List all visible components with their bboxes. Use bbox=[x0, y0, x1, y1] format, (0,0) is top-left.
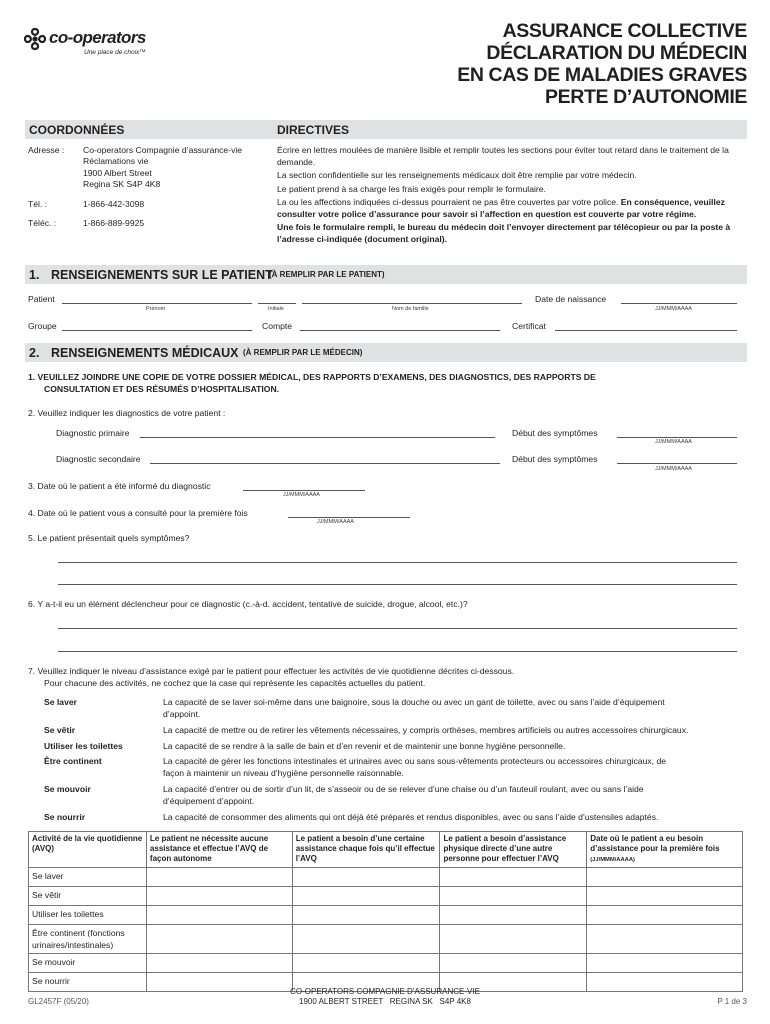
adl-description-continued: d’appoint. bbox=[163, 709, 201, 719]
symptoms-line-1[interactable] bbox=[58, 562, 737, 563]
checkbox-cell[interactable] bbox=[440, 868, 587, 887]
checkbox-cell[interactable] bbox=[146, 906, 292, 925]
adl-term: Se mouvoir bbox=[44, 784, 91, 794]
section1-title: RENSEIGNEMENTS SUR LE PATIENT bbox=[51, 268, 273, 282]
column-header-text: Date où le patient a eu besoin d’assistance pour la première fois bbox=[590, 834, 720, 853]
section2-number: 2. bbox=[29, 346, 40, 360]
section1-number: 1. bbox=[29, 268, 40, 282]
title-line: ASSURANCE COLLECTIVE bbox=[502, 20, 747, 42]
directive-text: La ou les affections indiquées ci-dessus pourraient ne pas être couvertes par votre police. bbox=[277, 197, 621, 208]
onset-secondary-hint: JJ/MMM/AAAA bbox=[655, 466, 692, 472]
address-line: Regina SK S4P 4K8 bbox=[83, 179, 161, 190]
title-line: DÉCLARATION DU MÉDECIN bbox=[486, 42, 747, 64]
adl-term: Se vêtir bbox=[44, 725, 76, 735]
diagnosis-date-field[interactable] bbox=[243, 490, 365, 491]
checkbox-cell[interactable] bbox=[146, 954, 292, 973]
tel-number[interactable]: 1-866-442-3098 bbox=[83, 199, 145, 209]
dob-field[interactable] bbox=[621, 303, 737, 304]
onset-label-primary: Début des symptômes bbox=[512, 428, 598, 438]
checkbox-cell[interactable] bbox=[146, 887, 292, 906]
directive-paragraph: Une fois le formulaire rempli, le bureau du médecin doit l’envoyer directement par télécopieur ou par la poste à l’adresse ci-indiquée (document original). bbox=[277, 222, 731, 244]
onset-primary-field[interactable] bbox=[617, 437, 737, 438]
trigger-line-1[interactable] bbox=[58, 628, 737, 629]
directive-paragraph bbox=[277, 197, 742, 220]
date-cell[interactable] bbox=[587, 925, 743, 954]
address-line: Co-operators Compagnie d’assurance-vie bbox=[83, 145, 243, 155]
onset-label-secondary: Début des symptômes bbox=[512, 454, 598, 464]
dob-label: Date de naissance bbox=[535, 294, 607, 304]
checkbox-cell[interactable] bbox=[440, 954, 587, 973]
company-logo bbox=[22, 26, 192, 62]
question-4: 4. Date où le patient vous a consulté pour la première fois bbox=[28, 508, 248, 518]
checkbox-cell[interactable] bbox=[292, 925, 440, 954]
tel-label: Tél. : bbox=[28, 199, 48, 209]
title-line: EN CAS DE MALADIES GRAVES bbox=[457, 64, 747, 86]
directives-block bbox=[277, 145, 742, 246]
co-operators-logo-icon bbox=[22, 26, 48, 52]
checkbox-cell[interactable] bbox=[292, 868, 440, 887]
directive-paragraph: La section confidentielle sur les renseignements médicaux doit être remplie par votre médecin. bbox=[277, 169, 637, 180]
symptoms-line-2[interactable] bbox=[58, 584, 737, 585]
question-7-instructions: Pour chacune des activités, ne cochez que la case qui représente les capacités actuelles du patient. bbox=[44, 678, 426, 688]
certificate-label: Certificat bbox=[512, 321, 546, 331]
section2-subtitle: (À REMPLIR PAR LE MÉDECIN) bbox=[243, 348, 363, 357]
address-label: Adresse : bbox=[28, 145, 65, 155]
trigger-line-2[interactable] bbox=[58, 651, 737, 652]
checkbox-cell[interactable] bbox=[292, 954, 440, 973]
section1-header-bar bbox=[25, 265, 747, 284]
secondary-diagnosis-field[interactable] bbox=[150, 463, 500, 464]
adl-description: La capacité de se rendre à la salle de bain et d’en revenir et de maintenir une bonne hygiène personnelle. bbox=[163, 741, 566, 751]
checkbox-cell[interactable] bbox=[440, 887, 587, 906]
adl-term: Utiliser les toilettes bbox=[44, 741, 123, 751]
first-name-field[interactable] bbox=[62, 303, 252, 304]
row-label: Se laver bbox=[29, 868, 147, 887]
account-label: Compte bbox=[262, 321, 293, 331]
adl-description: La capacité de mettre ou de retirer les vêtements nécessaires, y compris orthèses, membres artificiels ou autres accessoires chirurgicaux. bbox=[163, 725, 689, 735]
row-label: Se mouvoir bbox=[29, 954, 147, 973]
page-number: P 1 de 3 bbox=[717, 997, 747, 1006]
adl-description-continued: d’équipement d’appoint. bbox=[163, 796, 255, 806]
initial-field[interactable] bbox=[258, 303, 296, 304]
directive-bold-text: En conséquence, veuillez consulter votre police d’assurance pour savoir si l’affection en question est couverte par votre régime. bbox=[277, 197, 725, 219]
checkbox-cell[interactable] bbox=[292, 906, 440, 925]
table-header-row bbox=[29, 832, 743, 868]
question-3: 3. Date où le patient a été informé du diagnostic bbox=[28, 481, 211, 491]
directives-heading: DIRECTIVES bbox=[277, 123, 350, 137]
section2-title: RENSEIGNEMENTS MÉDICAUX bbox=[51, 346, 239, 360]
directive-paragraph: Le patient prend à sa charge les frais exigés pour remplir le formulaire. bbox=[277, 183, 546, 194]
patient-label: Patient bbox=[28, 294, 55, 304]
column-header: Le patient a besoin d’assistance physique directe d’une autre personne pour effectuer l’AVQ bbox=[440, 832, 587, 868]
account-field[interactable] bbox=[300, 330, 500, 331]
section1-subtitle: (À REMPLIR PAR LE PATIENT) bbox=[269, 270, 385, 279]
table-row bbox=[29, 906, 743, 925]
question-1-continued: CONSULTATION ET DES RÉSUMÉS D’HOSPITALISATION. bbox=[44, 384, 280, 394]
coordonnees-heading: COORDONNÉES bbox=[29, 123, 125, 137]
row-label: Être continent (fonctions urinaires/intestinales) bbox=[29, 925, 147, 954]
adl-term: Se nourrir bbox=[44, 812, 86, 822]
first-consult-field[interactable] bbox=[288, 517, 410, 518]
last-name-field[interactable] bbox=[302, 303, 522, 304]
fax-label: Téléc. : bbox=[28, 218, 57, 228]
group-label: Groupe bbox=[28, 321, 57, 331]
primary-diagnosis-field[interactable] bbox=[140, 437, 495, 438]
adl-description: La capacité de consommer des aliments qui ont déjà été préparés et rendus disponibles, avec ou sans l’aide d’ustensiles adaptés. bbox=[163, 812, 659, 822]
date-cell[interactable] bbox=[587, 868, 743, 887]
secondary-diagnosis-label: Diagnostic secondaire bbox=[56, 454, 141, 464]
initial-hint: Initiale bbox=[268, 306, 284, 312]
address-line: Réclamations vie bbox=[83, 156, 149, 167]
title-line: PERTE D’AUTONOMIE bbox=[545, 86, 747, 108]
row-label: Se nourrir bbox=[29, 973, 147, 992]
row-label: Se vêtir bbox=[29, 887, 147, 906]
checkbox-cell[interactable] bbox=[440, 906, 587, 925]
first-consult-hint: JJ/MMM/AAAA bbox=[317, 519, 354, 525]
address-line: 1900 Albert Street bbox=[83, 167, 152, 178]
directive-paragraph: Écrire en lettres moulées de manière lisible et remplir toutes les sections pour éviter tout retard dans le traitement de la demande. bbox=[277, 145, 729, 167]
column-header: Activité de la vie quotidienne (AVQ) bbox=[29, 832, 147, 868]
table-row bbox=[29, 954, 743, 973]
adl-description-continued: façon à maintenir un niveau d’hygiène personnelle raisonnable. bbox=[163, 768, 404, 778]
question-2: 2. Veuillez indiquer les diagnostics de votre patient : bbox=[28, 408, 226, 418]
onset-primary-hint: JJ/MMM/AAAA bbox=[655, 439, 692, 445]
question-6: 6. Y a-t-il eu un élément déclencheur pour ce diagnostic (c.-à-d. accident, tentative de suicide, drogue, alcool, etc.)? bbox=[28, 599, 468, 609]
section2-header-bar bbox=[25, 343, 747, 362]
column-header-hint: (JJ/MMM/AAAA) bbox=[590, 857, 635, 863]
checkbox-cell[interactable] bbox=[146, 868, 292, 887]
address-block bbox=[83, 145, 242, 191]
checkbox-cell[interactable] bbox=[146, 925, 292, 954]
first-name-hint: Prénom bbox=[146, 306, 166, 312]
dob-hint: JJ/MMM/AAAA bbox=[655, 306, 692, 312]
table-row bbox=[29, 868, 743, 887]
adl-term: Se laver bbox=[44, 697, 77, 707]
onset-secondary-field[interactable] bbox=[617, 463, 737, 464]
date-cell[interactable] bbox=[587, 887, 743, 906]
table-row bbox=[29, 887, 743, 906]
question-1: 1. VEUILLEZ JOINDRE UNE COPIE DE VOTRE DOSSIER MÉDICAL, DES RAPPORTS D’EXAMENS, DES DIAGNOSTICS, DES RAPPORTS DE bbox=[28, 372, 596, 382]
last-name-hint: Nom de famille bbox=[392, 306, 429, 312]
checkbox-cell[interactable] bbox=[440, 925, 587, 954]
brand-tagline: Une place de choix™ bbox=[84, 49, 146, 56]
footer-company: CO-OPERATORS COMPAGNIE D’ASSURANCE-VIE bbox=[290, 987, 480, 996]
form-code: GL2457F (05/20) bbox=[28, 997, 89, 1006]
date-cell[interactable] bbox=[587, 954, 743, 973]
table-row bbox=[29, 925, 743, 954]
checkbox-cell[interactable] bbox=[292, 887, 440, 906]
adl-description: La capacité de se laver soi-même dans une baignoire, sous la douche ou avec un gant de toilette, avec ou sans l’aide d’équipement bbox=[163, 697, 665, 707]
question-5: 5. Le patient présentait quels symptômes? bbox=[28, 533, 190, 543]
date-cell[interactable] bbox=[587, 906, 743, 925]
column-header bbox=[587, 832, 743, 868]
adl-description: La capacité de gérer les fonctions intestinales et urinaires avec ou sans sous-vêtements protecteurs ou accessoires chirurgicaux, de bbox=[163, 756, 666, 766]
footer-company-block bbox=[0, 987, 770, 1007]
adl-description: La capacité d’entrer ou de sortir d’un lit, de s’asseoir ou de se relever d’une chaise ou d’un fauteuil roulant, avec ou sans l’aide bbox=[163, 784, 644, 794]
form-title bbox=[457, 20, 747, 108]
diagnosis-date-hint: JJ/MMM/AAAA bbox=[283, 492, 320, 498]
column-header: Le patient a besoin d’une certaine assistance chaque fois qu’il effectue l’AVQ bbox=[292, 832, 440, 868]
adl-term: Être continent bbox=[44, 756, 102, 766]
info-header-bar bbox=[25, 120, 747, 139]
footer-address: 1900 ALBERT STREET REGINA SK S4P 4K8 bbox=[299, 997, 471, 1006]
group-field[interactable] bbox=[62, 330, 252, 331]
column-header: Le patient ne nécessite aucune assistance et effectue l’AVQ de façon autonome bbox=[146, 832, 292, 868]
primary-diagnosis-label: Diagnostic primaire bbox=[56, 428, 130, 438]
fax-number[interactable]: 1-866-889-9925 bbox=[83, 218, 145, 228]
adl-table bbox=[28, 831, 743, 992]
brand-name: co-operators bbox=[49, 28, 146, 47]
row-label: Utiliser les toilettes bbox=[29, 906, 147, 925]
question-7: 7. Veuillez indiquer le niveau d’assistance exigé par le patient pour effectuer les activités de vie quotidienne décrites ci-dessous. bbox=[28, 666, 515, 676]
certificate-field[interactable] bbox=[555, 330, 737, 331]
